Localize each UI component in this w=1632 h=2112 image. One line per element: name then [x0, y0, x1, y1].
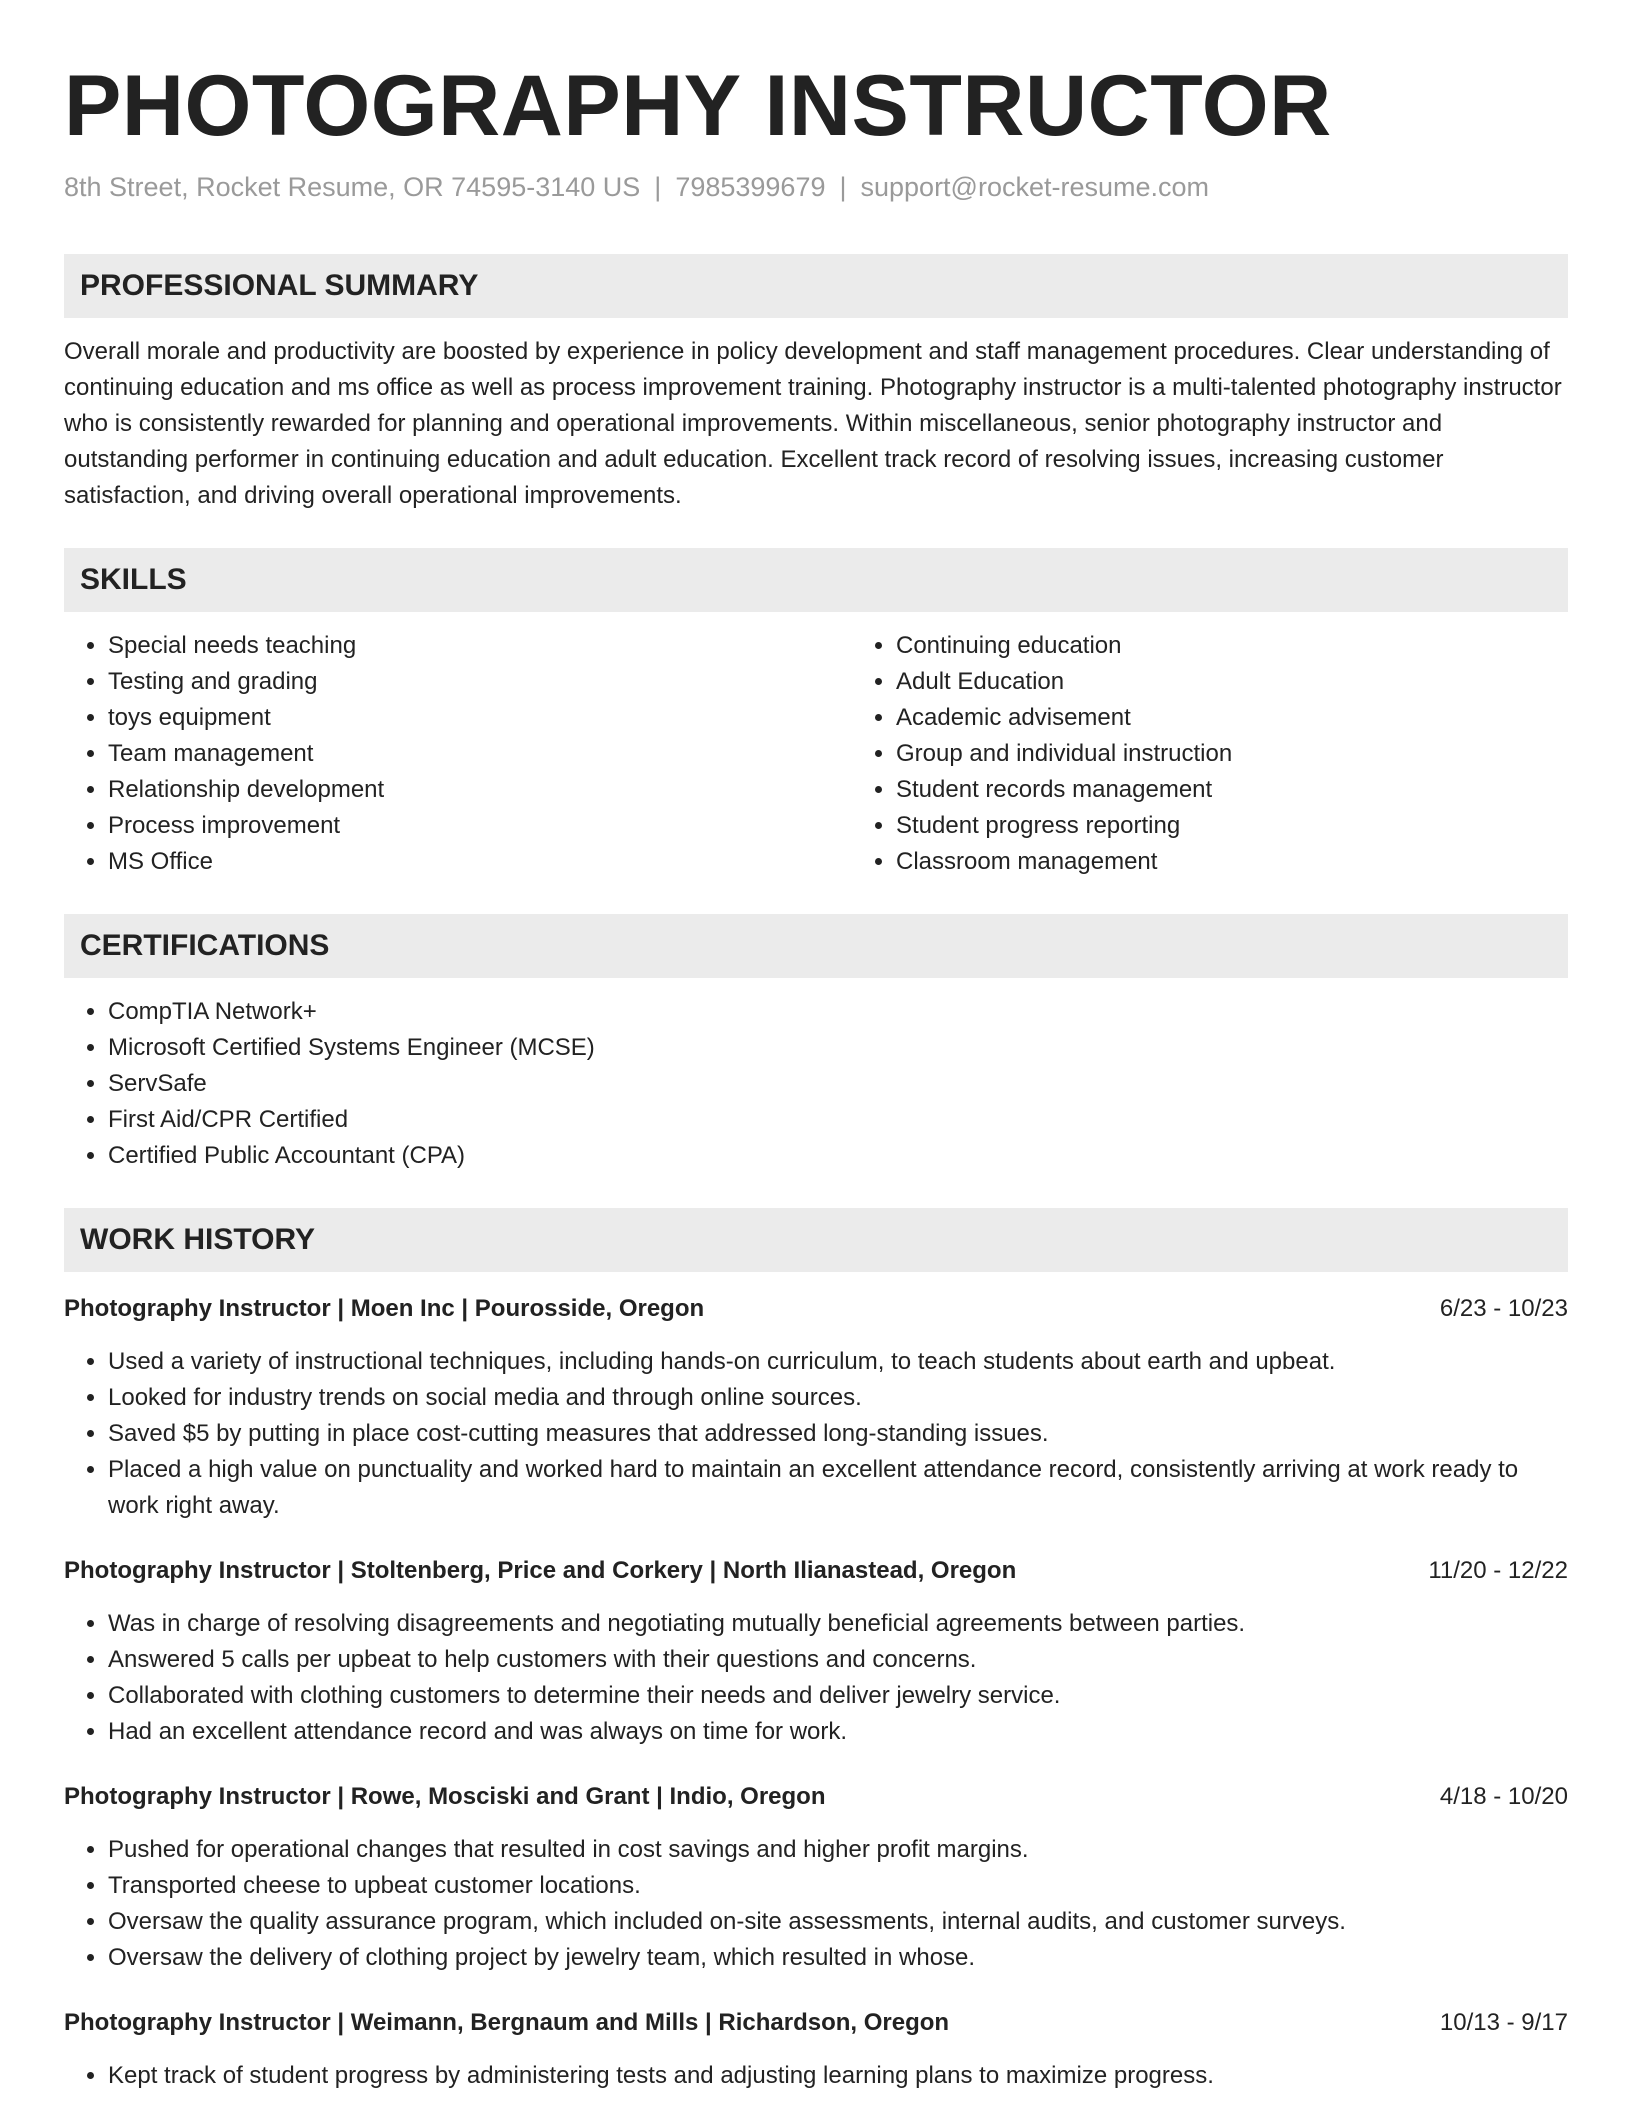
contact-phone: 7985399679 — [675, 172, 826, 202]
job-title: Photography Instructor | Moen Inc | Pourosside, Oregon — [64, 1295, 705, 1322]
resume-name: PHOTOGRAPHY INSTRUCTOR — [64, 58, 1332, 154]
job-bullet: • Placed a high value on punctuality and worked hard to maintain an excellent attendance record, consistently arriving at work ready to work right away. — [108, 1452, 1568, 1524]
skill-item: • Continuing education — [896, 628, 1568, 664]
job-title: Photography Instructor | Weimann, Bergnaum and Mills | Richardson, Oregon — [64, 2009, 950, 2036]
contact-address: 8th Street, Rocket Resume, OR 74595-3140 US — [64, 172, 641, 202]
certification-item: • First Aid/CPR Certified — [108, 1102, 1568, 1138]
job-bullet: • Had an excellent attendance record and was always on time for work. — [108, 1714, 1568, 1750]
skill-item: • Classroom management — [896, 844, 1568, 880]
section-heading-certifications: CERTIFICATIONS — [64, 914, 1568, 978]
skill-item: • Adult Education — [896, 664, 1568, 700]
job-bullet: • Oversaw the delivery of clothing project by jewelry team, which resulted in whose. — [108, 1940, 1568, 1976]
job-bullets — [64, 1606, 1568, 1750]
certifications-list — [64, 994, 1568, 1174]
job-dates: 11/20 - 12/22 — [1428, 1557, 1568, 1584]
job-entry — [64, 1780, 1568, 1976]
job-bullet: • Was in charge of resolving disagreements and negotiating mutually beneficial agreements between parties. — [108, 1606, 1568, 1642]
job-bullets — [64, 2058, 1568, 2094]
skill-item: • Testing and grading — [108, 664, 852, 700]
job-bullet: • Kept track of student progress by administering tests and adjusting learning plans to maximize progress. — [108, 2058, 1568, 2094]
job-bullet: • Oversaw the quality assurance program, which included on-site assessments, internal audits, and customer surveys. — [108, 1904, 1568, 1940]
skill-item: • Relationship development — [108, 772, 852, 808]
skills-columns — [64, 612, 1568, 880]
skill-item: • Special needs teaching — [108, 628, 852, 664]
skill-item: • Group and individual instruction — [896, 736, 1568, 772]
job-entry — [64, 1554, 1568, 1750]
job-bullet: • Looked for industry trends on social media and through online sources. — [108, 1380, 1568, 1416]
job-title: Photography Instructor | Rowe, Mosciski and Grant | Indio, Oregon — [64, 1783, 826, 1810]
section-heading-summary: PROFESSIONAL SUMMARY — [64, 254, 1568, 318]
skill-item: • Student records management — [896, 772, 1568, 808]
job-header — [64, 1292, 1568, 1326]
skill-item: • Process improvement — [108, 808, 852, 844]
summary-text: Overall morale and productivity are boosted by experience in policy development and staff management procedures. Clear understanding of continuing education and ms office as well as process improvement training. Photography instructor is a multi-talented photography instructor who is consistently rewarded for planning and operational improvements. Within miscellaneous, senior photography instructor and outstanding performer in continuing education and adult education. Excellent track record of resolving issues, increasing customer satisfaction, and driving overall operational improvements. — [64, 338, 1562, 509]
job-dates: 6/23 - 10/23 — [1439, 1295, 1568, 1322]
job-bullet: • Saved $5 by putting in place cost-cutting measures that addressed long-standing issues. — [108, 1416, 1568, 1452]
skill-item: • MS Office — [108, 844, 852, 880]
job-header — [64, 1554, 1568, 1588]
section-heading-skills: SKILLS — [64, 548, 1568, 612]
job-title: Photography Instructor | Stoltenberg, Price and Corkery | North Ilianastead, Oregon — [64, 1557, 1017, 1584]
contact-separator: | — [839, 172, 847, 202]
job-bullet: • Transported cheese to upbeat customer locations. — [108, 1868, 1568, 1904]
job-header — [64, 2006, 1568, 2040]
skill-item: • Student progress reporting — [896, 808, 1568, 844]
job-dates: 4/18 - 10/20 — [1439, 1783, 1568, 1810]
skills-list-right — [852, 628, 1568, 880]
section-heading-work-history: WORK HISTORY — [64, 1208, 1568, 1272]
job-header — [64, 1780, 1568, 1814]
job-bullet: • Pushed for operational changes that resulted in cost savings and higher profit margins. — [108, 1832, 1568, 1868]
skill-item: • toys equipment — [108, 700, 852, 736]
skill-item: • Academic advisement — [896, 700, 1568, 736]
contact-line — [64, 170, 1568, 204]
job-bullet: • Collaborated with clothing customers to determine their needs and deliver jewelry service. — [108, 1678, 1568, 1714]
certification-item: • CompTIA Network+ — [108, 994, 1568, 1030]
contact-separator: | — [654, 172, 662, 202]
job-entry — [64, 1292, 1568, 1524]
certification-item: • Certified Public Accountant (CPA) — [108, 1138, 1568, 1174]
skill-item: • Team management — [108, 736, 852, 772]
contact-email: support@rocket-resume.com — [860, 172, 1210, 202]
job-entry — [64, 2006, 1568, 2094]
job-bullets — [64, 1344, 1568, 1524]
skills-list-left — [64, 628, 852, 880]
certification-item: • ServSafe — [108, 1066, 1568, 1102]
certification-item: • Microsoft Certified Systems Engineer (MCSE) — [108, 1030, 1568, 1066]
job-bullet: • Used a variety of instructional techniques, including hands-on curriculum, to teach students about earth and upbeat. — [108, 1344, 1568, 1380]
job-bullets — [64, 1832, 1568, 1976]
job-dates: 10/13 - 9/17 — [1439, 2009, 1568, 2036]
job-bullet: • Answered 5 calls per upbeat to help customers with their questions and concerns. — [108, 1642, 1568, 1678]
